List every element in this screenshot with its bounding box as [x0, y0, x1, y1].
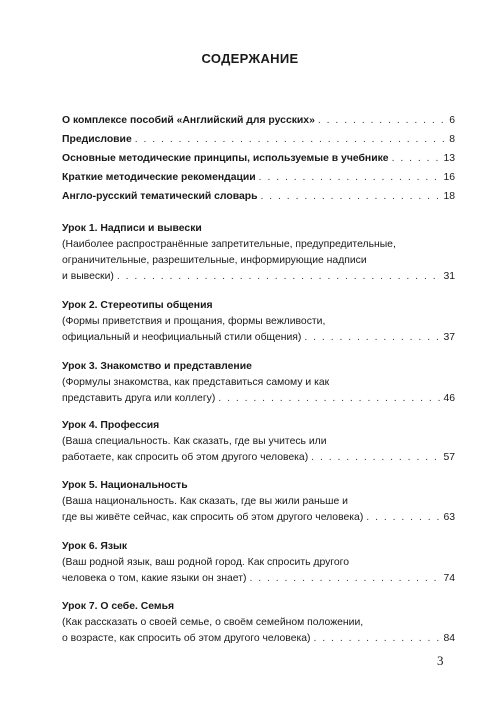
- toc-page-ref: 16: [443, 172, 455, 183]
- lesson-description-line: где вы живёте сейчас, как спросить об этом другого человека): [62, 512, 364, 523]
- toc-entry-text: Краткие методические рекомендации: [62, 172, 256, 183]
- toc-page-ref: 84: [443, 633, 455, 644]
- toc-entry-text: Основные методические принципы, используемые в учебнике: [62, 153, 389, 164]
- toc-entry-about[interactable]: [62, 113, 455, 129]
- dot-leader: [366, 510, 440, 526]
- toc-title: СОДЕРЖАНИЕ: [201, 51, 299, 66]
- toc-page-ref: 46: [443, 393, 455, 404]
- toc-page-ref: 13: [443, 153, 455, 164]
- toc-entry-recommendations[interactable]: [62, 170, 455, 186]
- toc-entry-text: Предисловие: [62, 134, 132, 145]
- dot-leader: [318, 113, 446, 129]
- lesson-description-line: (Ваша специальность. Как сказать, где вы учитесь или: [62, 436, 327, 447]
- lesson-last-line: [62, 450, 455, 466]
- dot-leader: [260, 189, 440, 205]
- dot-leader: [218, 391, 440, 407]
- lesson-heading: Урок 2. Стереотипы общения: [62, 300, 213, 311]
- toc-page-ref: 63: [443, 512, 455, 523]
- lesson-description-line: ограничительные, разрешительные, информирующие надписи: [62, 255, 367, 266]
- lesson-description-line: представить друга или коллегу): [62, 393, 216, 404]
- lesson-last-line: [62, 330, 455, 346]
- toc-entry-text: О комплексе пособий «Английский для русских»: [62, 115, 315, 126]
- dot-leader: [392, 151, 441, 167]
- toc-page-ref: 37: [443, 332, 455, 343]
- toc-page-ref: 8: [449, 134, 455, 145]
- lesson-last-line: [62, 571, 455, 587]
- toc-lesson-3[interactable]: [62, 359, 455, 407]
- toc-entry-preface[interactable]: [62, 132, 455, 148]
- lesson-description-line: официальный и неофициальный стили общения): [62, 332, 302, 343]
- dot-leader: [135, 132, 446, 148]
- page-number: 3: [437, 653, 444, 668]
- lesson-description-line: (Ваша национальность. Как сказать, где вы жили раньше и: [62, 496, 348, 507]
- lesson-heading: Урок 5. Национальность: [62, 480, 188, 491]
- lesson-last-line: [62, 391, 455, 407]
- toc-page-ref: 57: [443, 452, 455, 463]
- lesson-last-line: [62, 269, 455, 285]
- lesson-last-line: [62, 510, 455, 526]
- toc-page-ref: 18: [443, 191, 455, 202]
- toc-lesson-2[interactable]: [62, 298, 455, 346]
- dot-leader: [249, 571, 440, 587]
- toc-lesson-1[interactable]: [62, 221, 455, 285]
- toc-entry-text: Англо-русский тематический словарь: [62, 191, 258, 202]
- toc-page-ref: 74: [443, 573, 455, 584]
- lesson-description-line: (Формы приветствия и прощания, формы вежливости,: [62, 316, 326, 327]
- lesson-heading: Урок 7. О себе. Семья: [62, 601, 175, 612]
- lesson-heading: Урок 4. Профессия: [62, 420, 160, 431]
- lesson-description-line: работаете, как спросить об этом другого человека): [62, 452, 309, 463]
- dot-leader: [304, 330, 440, 346]
- toc-entry-principles[interactable]: [62, 151, 455, 167]
- lesson-description-line: о возрасте, как спросить об этом другого человека): [62, 633, 311, 644]
- toc-lesson-4[interactable]: [62, 418, 455, 466]
- lesson-description-line: и вывески): [62, 271, 114, 282]
- lesson-description-line: (Наиболее распространённые запретительные, предупредительные,: [62, 239, 396, 250]
- toc-lesson-7[interactable]: [62, 599, 455, 647]
- dot-leader: [314, 631, 441, 647]
- lesson-description-line: (Как рассказать о своей семье, о своём семейном положении,: [62, 617, 364, 628]
- lesson-heading: Урок 3. Знакомство и представление: [62, 361, 252, 372]
- toc-lesson-5[interactable]: [62, 478, 455, 526]
- lesson-description-line: человека о том, какие языки он знает): [62, 573, 247, 584]
- lesson-description-line: (Формулы знакомства, как представиться самому и как: [62, 377, 330, 388]
- toc-entry-dictionary[interactable]: [62, 189, 455, 205]
- toc-lesson-6[interactable]: [62, 539, 455, 587]
- lesson-heading: Урок 6. Язык: [62, 541, 128, 552]
- lesson-description-line: (Ваш родной язык, ваш родной город. Как спросить другого: [62, 557, 349, 568]
- lesson-last-line: [62, 631, 455, 647]
- dot-leader: [117, 269, 441, 285]
- dot-leader: [259, 170, 441, 186]
- lesson-heading: Урок 1. Надписи и вывески: [62, 223, 202, 234]
- toc-page-ref: 6: [449, 115, 455, 126]
- toc-page-ref: 31: [443, 271, 455, 282]
- dot-leader: [311, 450, 440, 466]
